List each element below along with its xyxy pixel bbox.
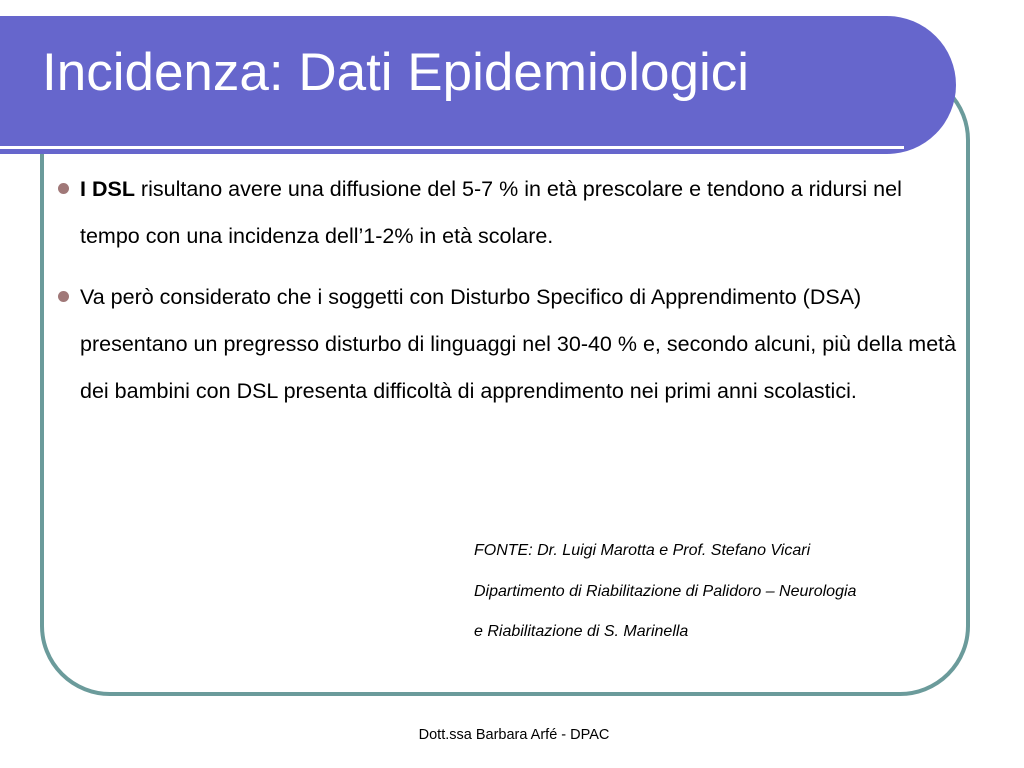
source-line: FONTE: Dr. Luigi Marotta e Prof. Stefano Vicari (474, 542, 811, 559)
footer-text: Dott.ssa Barbara Arfé - DPAC (418, 727, 610, 743)
source-line: Dipartimento di Riabilitazione di Palidoro – Neurologia (474, 582, 857, 600)
bullet-item (58, 274, 958, 415)
bullet-list (58, 166, 958, 429)
bullet-bold-lead: I DSL (80, 177, 135, 201)
source-line: e Riabilitazione di S. Marinella (474, 623, 689, 640)
bullet-text: risultano avere una diffusione del 5-7 % in età prescolare e tendono a ridursi nel tempo con una incidenza dell’1-2% in età scolare. (80, 177, 902, 248)
bullet-item (58, 166, 958, 260)
slide-title: Incidenza: Dati Epidemiologici (42, 43, 750, 102)
source-citation (474, 531, 964, 653)
title-underline (0, 146, 904, 149)
bullet-dot-icon (58, 183, 69, 194)
bullet-text: Va però considerato che i soggetti con Disturbo Specifico di Apprendimento (DSA) presentano un pregresso disturbo di linguaggi nel 30-40 % e, secondo alcuni, più della metà dei bambini con DSL presenta difficoltà di apprendimento nei primi anni scolastici. (80, 285, 957, 403)
bullet-dot-icon (58, 291, 69, 302)
